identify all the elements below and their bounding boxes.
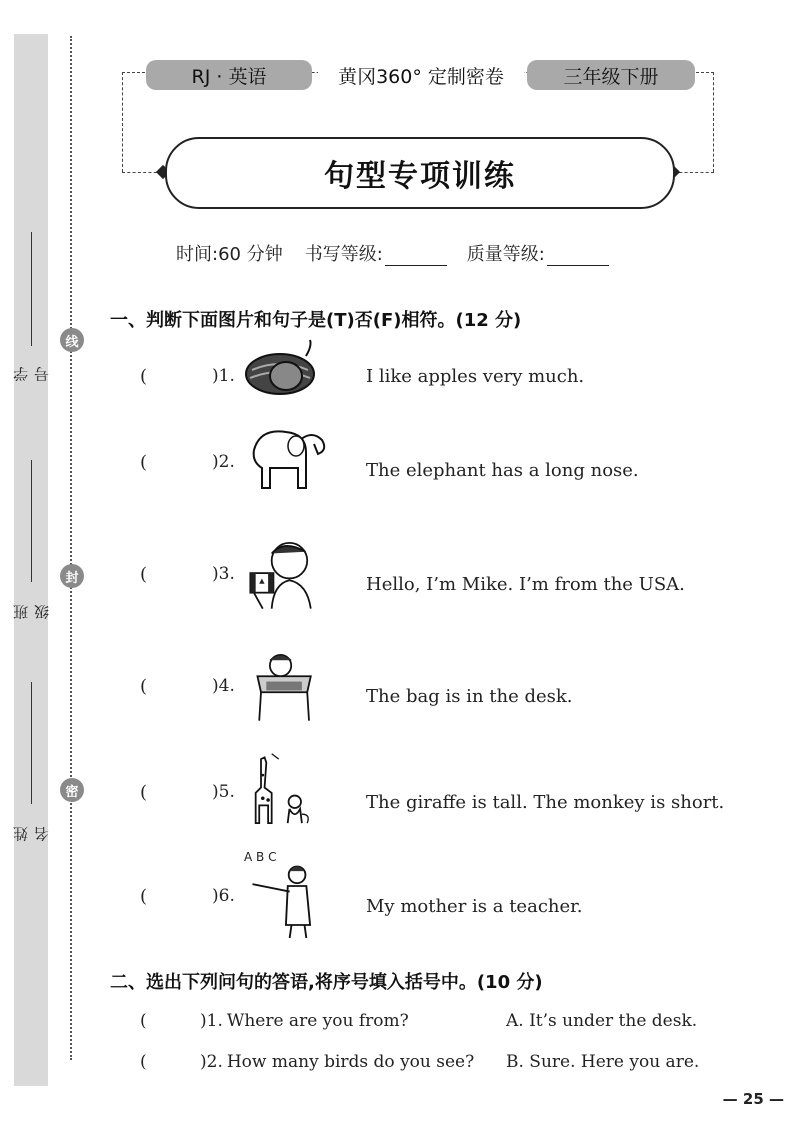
student-no-field: 学号	[18, 232, 44, 382]
sentence-1: I like apples very much.	[366, 366, 585, 387]
answer-bracket[interactable]: (	[140, 1011, 147, 1031]
list-item: ( )5.	[140, 762, 330, 822]
giraffe-monkey-icon	[240, 752, 330, 832]
answer-bracket[interactable]: (	[140, 451, 148, 473]
list-item: ( )2.	[140, 432, 330, 492]
answer-bracket[interactable]: (	[140, 1052, 147, 1072]
quality-grade-blank[interactable]	[547, 245, 609, 266]
series-title: 黄冈360° 定制密卷	[318, 60, 524, 90]
cut-line	[70, 36, 72, 1060]
subject-pill: RJ · 英语	[146, 60, 312, 90]
teacher-icon	[240, 860, 330, 938]
page-number: — 25 —	[722, 1090, 784, 1108]
question-1: Where are you from?	[226, 1011, 409, 1031]
quality-grade-label: 质量等级:	[466, 244, 545, 265]
exam-meta	[176, 240, 629, 266]
boy-with-flag-icon	[240, 534, 330, 614]
answer-bracket[interactable]: (	[140, 563, 148, 585]
sentence-4: The bag is in the desk.	[366, 686, 573, 707]
elephant-icon	[240, 422, 330, 502]
sentence-6: My mother is a teacher.	[366, 896, 583, 917]
answer-bracket[interactable]: (	[140, 781, 148, 803]
name-field: 姓名	[18, 682, 44, 842]
writing-grade-blank[interactable]	[385, 245, 447, 266]
answer-b: B. Sure. Here you are.	[506, 1052, 700, 1072]
answer-bracket[interactable]: (	[140, 365, 148, 387]
list-item: ( )3.	[140, 544, 330, 604]
board-letters: A B C	[244, 850, 277, 864]
watermelon-icon	[240, 336, 330, 416]
seal-feng: 封	[60, 564, 84, 588]
answer-bracket[interactable]: (	[140, 675, 148, 697]
question-2: How many birds do you see?	[226, 1052, 475, 1072]
list-item: ( )4.	[140, 656, 330, 716]
writing-grade-label: 书写等级:	[304, 244, 383, 265]
section1-title: 一、判断下面图片和句子是(T)否(F)相符。(12 分)	[110, 310, 522, 331]
sentence-5: The giraffe is tall. The monkey is short.	[366, 792, 725, 813]
list-item: ( )1.	[140, 346, 330, 406]
answer-a: A. It’s under the desk.	[506, 1011, 698, 1031]
page-title: 句型专项训练	[165, 137, 675, 209]
class-field: 班级	[18, 460, 44, 620]
grade-pill: 三年级下册	[527, 60, 695, 90]
section2-title: 二、选出下列问句的答语,将序号填入括号中。(10 分)	[110, 972, 543, 993]
match-row-1: ( )1. Where are you from?	[140, 1011, 409, 1031]
bag-in-desk-icon	[240, 646, 330, 726]
list-item: ( )6. A B C	[140, 866, 330, 926]
seal-xian: 线	[60, 328, 84, 352]
seal-mi: 密	[60, 778, 84, 802]
answer-bracket[interactable]: (	[140, 885, 148, 907]
match-row-2: ( )2. How many birds do you see?	[140, 1052, 475, 1072]
time-label: 时间:60 分钟	[176, 244, 283, 265]
sentence-3: Hello, I’m Mike. I’m from the USA.	[366, 574, 685, 595]
sentence-2: The elephant has a long nose.	[366, 460, 639, 481]
